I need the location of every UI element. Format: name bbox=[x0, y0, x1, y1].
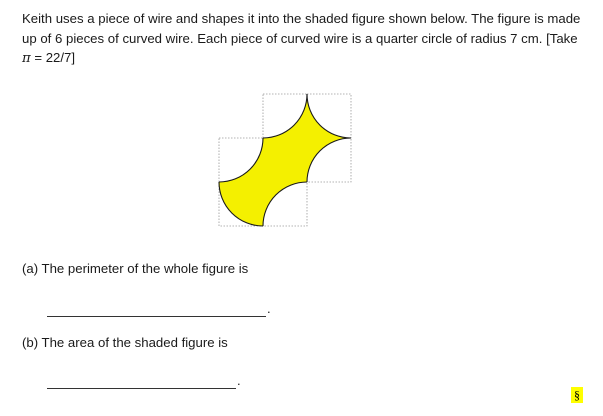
part-b-answer-blank[interactable] bbox=[47, 374, 236, 389]
part-a-question: (a) The perimeter of the whole figure is bbox=[22, 261, 249, 276]
question-text-part-1: Keith uses a piece of wire and shapes it into the shaded figure shown below. The figure is made up of 6 pieces of curved wire. Each piece of curved wire is a quarter circle of radius 7 cm. [Take bbox=[22, 11, 581, 46]
shaded-region bbox=[219, 94, 351, 226]
part-a-period: . bbox=[267, 301, 271, 316]
pi-symbol: π bbox=[22, 51, 31, 66]
part-b-answer-line[interactable] bbox=[47, 373, 241, 389]
part-a-answer-blank[interactable] bbox=[47, 302, 266, 317]
part-a-answer-line[interactable] bbox=[47, 301, 271, 317]
question-text bbox=[22, 9, 588, 69]
part-b-period: . bbox=[237, 373, 241, 388]
question-text-part-2: = 22/7] bbox=[30, 50, 76, 65]
section-mark-badge: § bbox=[571, 387, 583, 403]
part-b-question: (b) The area of the shaded figure is bbox=[22, 335, 228, 350]
shaded-figure-diagram bbox=[212, 90, 354, 232]
